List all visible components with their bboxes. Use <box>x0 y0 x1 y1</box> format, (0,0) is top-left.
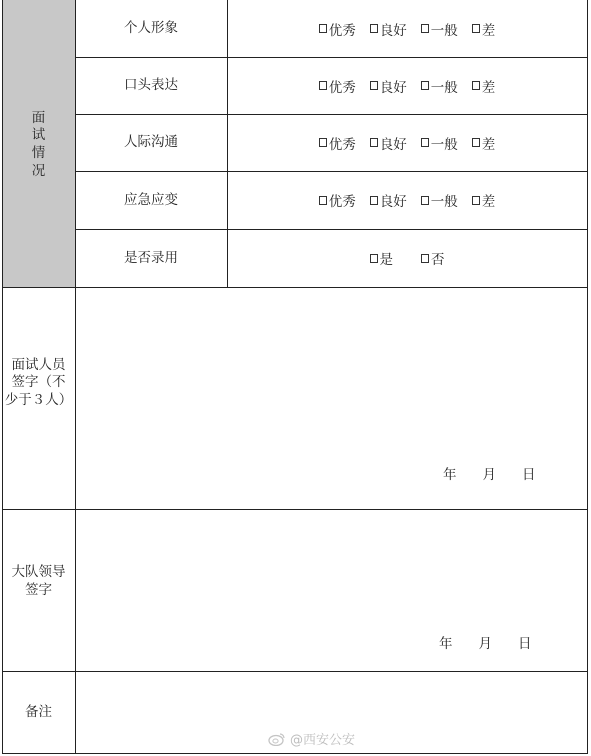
date-month: 月 <box>482 467 496 483</box>
checkbox-icon[interactable] <box>319 138 327 147</box>
option-average[interactable] <box>421 19 458 39</box>
option-label: 一般 <box>430 79 458 96</box>
rating-options <box>227 171 587 229</box>
checkbox-icon[interactable] <box>421 24 429 33</box>
option-excellent[interactable] <box>319 76 356 96</box>
leader-signature-date <box>439 632 532 652</box>
option-label: 差 <box>481 194 496 210</box>
option-average[interactable] <box>421 133 458 153</box>
checkbox-icon[interactable] <box>421 196 429 205</box>
checkbox-icon[interactable] <box>421 81 429 90</box>
option-average[interactable] <box>421 190 458 210</box>
option-good[interactable] <box>370 190 407 210</box>
option-label: 良好 <box>379 79 407 96</box>
checkbox-icon[interactable] <box>370 138 378 147</box>
option-label: 优秀 <box>328 79 356 96</box>
option-excellent[interactable] <box>319 190 356 210</box>
interviewer-signature-label: 面试人员 签字（不 少于３人） <box>4 356 73 408</box>
row-label: 个人形象 <box>124 20 178 37</box>
checkbox-icon[interactable] <box>472 81 480 90</box>
option-label: 差 <box>481 136 496 153</box>
checkbox-icon[interactable] <box>421 254 429 263</box>
section-label: 面 试 情 况 <box>31 109 46 179</box>
option-label: 差 <box>481 79 496 96</box>
option-label: 良好 <box>379 194 407 210</box>
option-good[interactable] <box>370 19 407 39</box>
rating-options <box>227 0 587 57</box>
option-poor[interactable] <box>472 190 496 210</box>
option-label: 良好 <box>379 136 407 153</box>
option-excellent[interactable] <box>319 133 356 153</box>
date-month: 月 <box>478 636 492 652</box>
option-label: 优秀 <box>328 22 356 39</box>
option-poor[interactable] <box>472 76 496 96</box>
option-yes[interactable] <box>370 248 394 268</box>
option-good[interactable] <box>370 76 407 96</box>
watermark-text: @西安公安 <box>289 733 355 748</box>
option-label: 优秀 <box>328 136 356 153</box>
weibo-icon <box>268 732 286 746</box>
border <box>2 753 588 754</box>
checkbox-icon[interactable] <box>319 24 327 33</box>
option-label: 优秀 <box>328 194 356 210</box>
row-label: 人际沟通 <box>124 134 178 151</box>
option-poor[interactable] <box>472 133 496 153</box>
checkbox-icon[interactable] <box>319 196 327 205</box>
option-no[interactable] <box>421 248 445 268</box>
remarks-label: 备注 <box>25 704 52 721</box>
checkbox-icon[interactable] <box>370 254 378 263</box>
interview-form-table <box>2 0 588 754</box>
hire-options <box>227 229 587 287</box>
option-label: 差 <box>481 22 496 39</box>
checkbox-icon[interactable] <box>472 196 480 205</box>
option-label: 良好 <box>379 22 407 39</box>
checkbox-icon[interactable] <box>472 24 480 33</box>
checkbox-icon[interactable] <box>370 24 378 33</box>
date-year: 年 <box>439 636 453 652</box>
option-label: 一般 <box>430 136 458 153</box>
checkbox-icon[interactable] <box>421 138 429 147</box>
row-label: 口头表达 <box>124 77 178 94</box>
date-year: 年 <box>443 467 457 483</box>
checkbox-icon[interactable] <box>370 81 378 90</box>
option-average[interactable] <box>421 76 458 96</box>
option-excellent[interactable] <box>319 19 356 39</box>
date-day: 日 <box>522 467 536 483</box>
option-poor[interactable] <box>472 19 496 39</box>
option-label: 一般 <box>430 194 458 210</box>
option-label: 是 <box>379 252 393 268</box>
option-good[interactable] <box>370 133 407 153</box>
interviewer-signature-date <box>443 463 536 483</box>
watermark <box>268 729 355 748</box>
checkbox-icon[interactable] <box>319 81 327 90</box>
checkbox-icon[interactable] <box>472 138 480 147</box>
row-label: 应急应变 <box>124 191 178 208</box>
checkbox-icon[interactable] <box>370 196 378 205</box>
leader-signature-label: 大队领导 签字 <box>11 564 66 598</box>
hire-row-label: 是否录用 <box>124 249 178 266</box>
option-label: 否 <box>431 252 445 268</box>
rating-options <box>227 57 587 114</box>
option-label: 一般 <box>430 22 458 39</box>
rating-options <box>227 114 587 171</box>
date-day: 日 <box>518 636 532 652</box>
